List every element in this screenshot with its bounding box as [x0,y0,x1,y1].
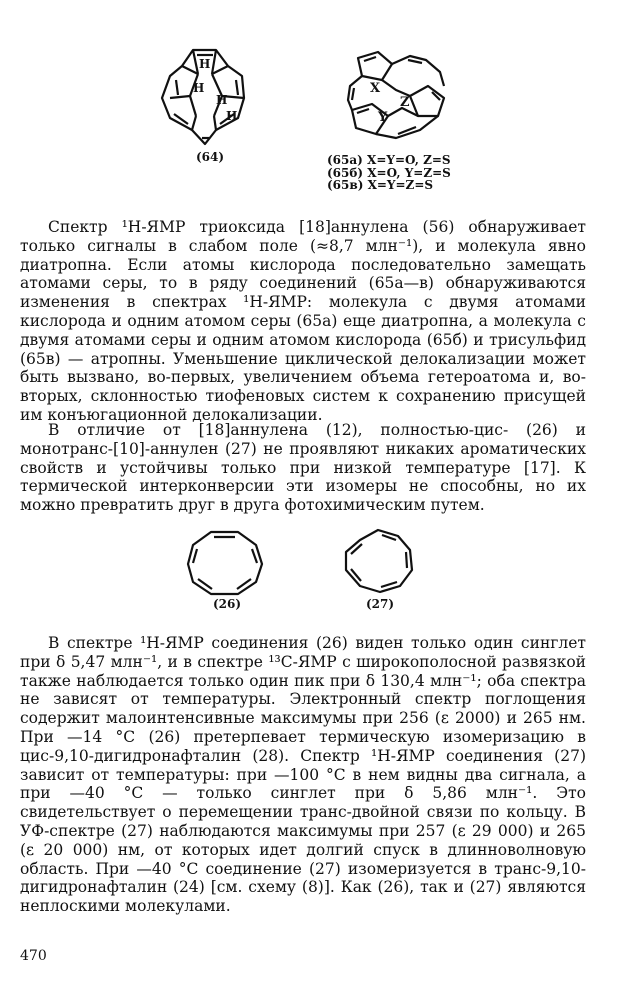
variant-list-65 [327,154,451,192]
structure-64 [150,38,260,156]
variant-65b: (65б) X=O, Y=Z=S [327,165,451,180]
variant-65a: (65а) X=Y=O, Z=S [327,153,451,167]
page-number: 470 [20,948,47,964]
h-atom-2: H [193,81,205,95]
h-atom-1: H [199,57,211,71]
structure-26 [185,528,265,600]
paragraph-1: Спектр ¹H-ЯМР триоксида [18]аннулена (56) обнаруживает только сигналы в слабом поле (≈8,7 млн⁻¹), и молекула явно диатропна. Если атомы кислорода последовательно замещать атомами серы, то в ряду соединений (65а—в) обнаруживаются изменения в спектрах ¹H-ЯМР: молекула с двумя атомами кислорода и одним атомом серы (65а) еще диатропна, а молекула с двумя атомами серы и одним атомом кислорода (65б) и трисульфид (65в) — атропны. Уменьшение циклической делокализации может быть вызвано, во-первых, увеличением объема гетероатома и, во-вторых, склонностью тиофеновых систем к сохранению присущей им конъюгационной делокализации. [20,218,586,424]
variant-65c: (65в) X=Y=Z=S [327,178,434,192]
structure-27 [336,524,426,600]
atom-x: X [370,81,381,96]
label-26: (26) [213,597,242,611]
h-atom-4: H [226,109,238,123]
label-27: (27) [366,597,395,611]
h-atom-3: H [216,93,228,107]
paragraph-3: В спектре ¹H-ЯМР соединения (26) виден только один синглет при δ 5,47 млн⁻¹, и в спектре ¹³C-ЯМР с широкополосной развязкой также наблюдается только один пик при δ 130,4 млн⁻¹; оба спектра не зависят от температуры. Электронный спектр поглощения содержит малоинтенсивные максимумы при 256 (ε 2000) и 265 нм. При —14 °C (26) претерпевает термическую изомеризацию в цис-9,10-дигидронафталин (28). Спектр ¹H-ЯМР соединения (27) зависит от температуры: при —100 °C в нем видны два сигнала, а при —40 °C — только синглет при δ 5,86 млн⁻¹. Это свидетельствует о перемещении транс-двойной связи по кольцу. В УФ-спектре (27) наблюдаются максимумы при 257 (ε 29 000) и 265 (ε 20 000) нм, от которых идет долгий спуск в длинноволновую область. При —40 °C соединение (27) изомеризуется в транс-9,10-дигидронафталин (24) [см. схему (8)]. Как (26), так и (27) являются неплоскими молекулами. [20,634,586,916]
label-64: (64) [196,150,225,164]
structure-65 [330,38,460,156]
atom-z: Z [400,95,410,110]
paragraph-2: В отличие от [18]аннулена (12), полностью-цис- (26) и монотранс-[10]-аннулен (27) не проявляют никаких ароматических свойств и устойчивы только при низкой температуре [17]. К термической интерконверсии эти изомеры не способны, но их можно превратить друг в друга фотохимическим путем. [20,421,586,515]
atom-y: Y [378,110,388,125]
